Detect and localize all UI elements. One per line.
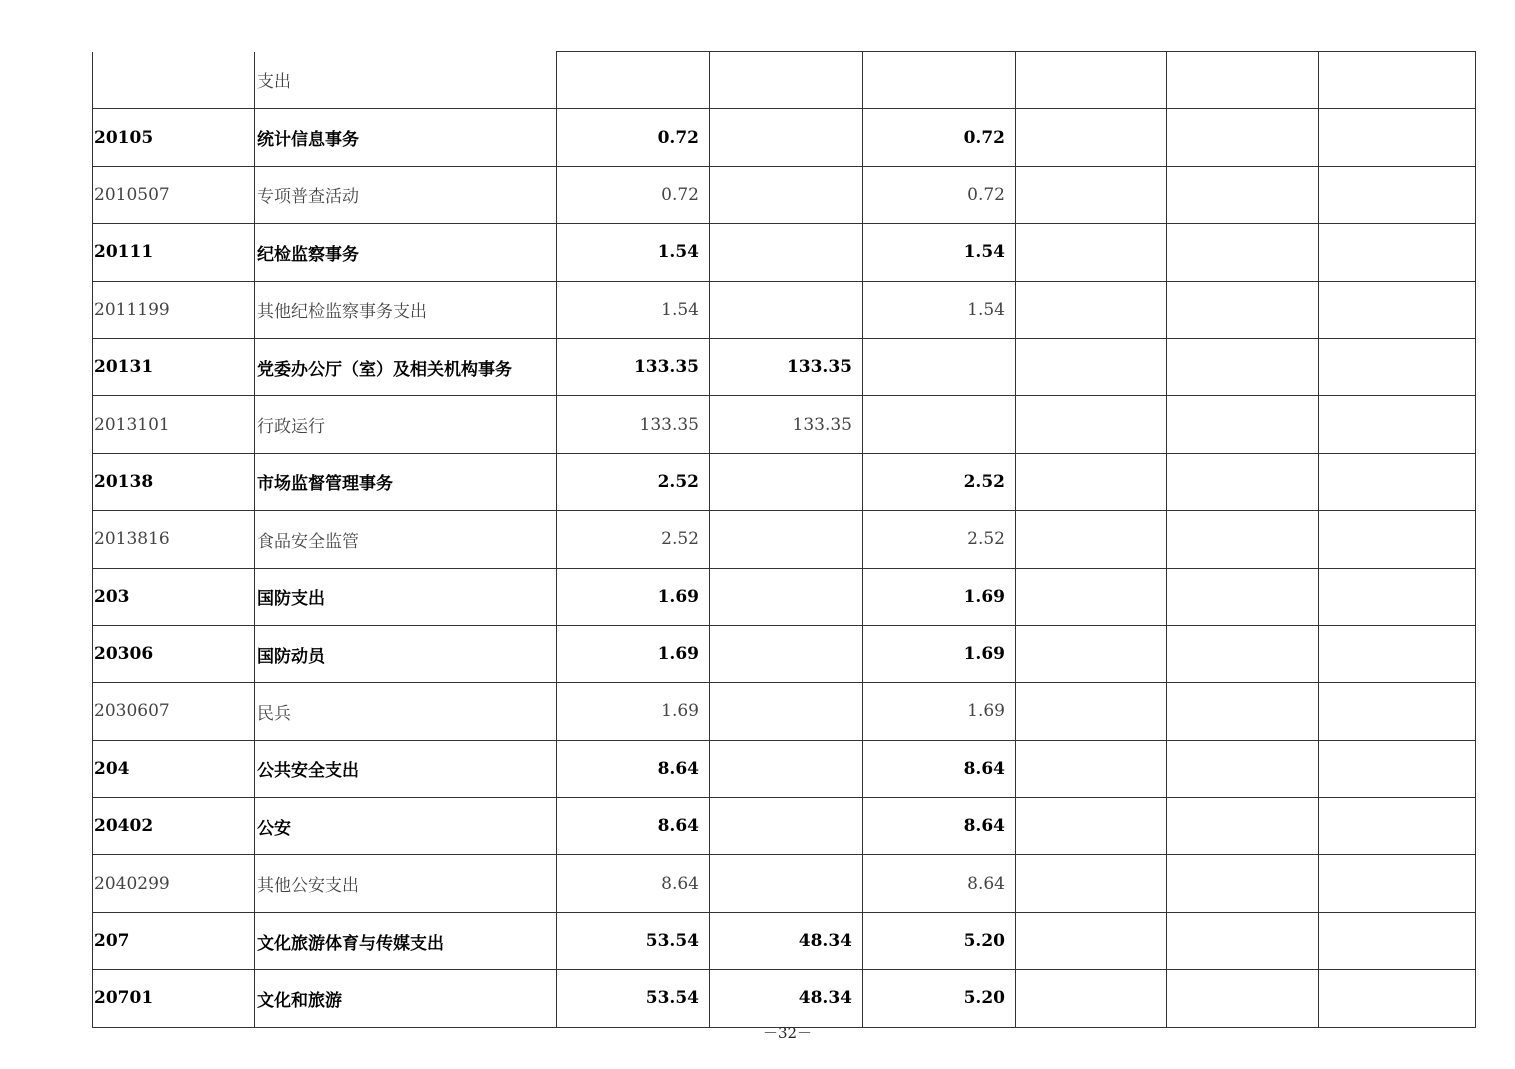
column-7-cell: [1167, 683, 1319, 740]
table-row: [93, 912, 1476, 969]
total-cell: 8.64: [557, 855, 710, 912]
table-row: [93, 511, 1476, 568]
name-cell: 文化和旅游: [255, 970, 557, 1027]
code-cell: 20306: [93, 625, 255, 682]
name-cell: 国防动员: [255, 625, 557, 682]
code-cell: 20138: [93, 453, 255, 510]
table-row: [93, 166, 1476, 223]
column-6-cell: [1016, 338, 1167, 395]
column-8-cell: [1319, 625, 1476, 682]
name-cell: 国防支出: [255, 568, 557, 625]
name-cell: 其他纪检监察事务支出: [255, 281, 557, 338]
column-8-cell: [1319, 52, 1476, 109]
total-cell: 133.35: [557, 396, 710, 453]
code-cell: 2013816: [93, 511, 255, 568]
column-7-cell: [1167, 912, 1319, 969]
basic-expenditure-cell: [710, 224, 863, 281]
column-6-cell: [1016, 281, 1167, 338]
code-cell: 2011199: [93, 281, 255, 338]
column-6-cell: [1016, 109, 1167, 166]
column-8-cell: [1319, 166, 1476, 223]
name-cell: 其他公安支出: [255, 855, 557, 912]
column-6-cell: [1016, 798, 1167, 855]
total-cell: 2.52: [557, 511, 710, 568]
column-8-cell: [1319, 855, 1476, 912]
project-expenditure-cell: 2.52: [863, 511, 1016, 568]
total-cell: 1.54: [557, 281, 710, 338]
name-cell: 公共安全支出: [255, 740, 557, 797]
column-8-cell: [1319, 109, 1476, 166]
column-7-cell: [1167, 52, 1319, 109]
column-8-cell: [1319, 683, 1476, 740]
column-7-cell: [1167, 396, 1319, 453]
column-8-cell: [1319, 396, 1476, 453]
column-8-cell: [1319, 740, 1476, 797]
column-8-cell: [1319, 281, 1476, 338]
basic-expenditure-cell: [710, 453, 863, 510]
project-expenditure-cell: 1.54: [863, 281, 1016, 338]
total-cell: 2.52: [557, 453, 710, 510]
column-7-cell: [1167, 453, 1319, 510]
column-6-cell: [1016, 683, 1167, 740]
code-cell: 20701: [93, 970, 255, 1027]
page-number: －32－: [762, 1024, 813, 1042]
name-cell: 食品安全监管: [255, 511, 557, 568]
column-6-cell: [1016, 453, 1167, 510]
column-6-cell: [1016, 855, 1167, 912]
project-expenditure-cell: 2.52: [863, 453, 1016, 510]
column-6-cell: [1016, 166, 1167, 223]
table-row: [93, 855, 1476, 912]
name-cell: 民兵: [255, 683, 557, 740]
column-8-cell: [1319, 453, 1476, 510]
basic-expenditure-cell: 133.35: [710, 338, 863, 395]
table-row: [93, 740, 1476, 797]
column-6-cell: [1016, 625, 1167, 682]
total-cell: 1.54: [557, 224, 710, 281]
table-body: [93, 52, 1476, 1028]
column-6-cell: [1016, 970, 1167, 1027]
basic-expenditure-cell: [710, 683, 863, 740]
project-expenditure-cell: 1.69: [863, 568, 1016, 625]
code-cell: 2010507: [93, 166, 255, 223]
total-cell: [557, 52, 710, 109]
column-7-cell: [1167, 855, 1319, 912]
project-expenditure-cell: 8.64: [863, 740, 1016, 797]
basic-expenditure-cell: [710, 166, 863, 223]
column-6-cell: [1016, 740, 1167, 797]
name-cell: 纪检监察事务: [255, 224, 557, 281]
name-cell: 专项普查活动: [255, 166, 557, 223]
table-row: [93, 281, 1476, 338]
column-8-cell: [1319, 568, 1476, 625]
basic-expenditure-cell: [710, 568, 863, 625]
column-7-cell: [1167, 625, 1319, 682]
column-8-cell: [1319, 912, 1476, 969]
column-8-cell: [1319, 798, 1476, 855]
column-7-cell: [1167, 338, 1319, 395]
name-cell: 党委办公厅（室）及相关机构事务: [255, 338, 557, 395]
basic-expenditure-cell: 48.34: [710, 912, 863, 969]
project-expenditure-cell: 8.64: [863, 798, 1016, 855]
project-expenditure-cell: 0.72: [863, 166, 1016, 223]
project-expenditure-cell: 1.69: [863, 683, 1016, 740]
total-cell: 1.69: [557, 568, 710, 625]
code-cell: 204: [93, 740, 255, 797]
project-expenditure-cell: [863, 52, 1016, 109]
name-cell: 公安: [255, 798, 557, 855]
column-7-cell: [1167, 970, 1319, 1027]
column-7-cell: [1167, 166, 1319, 223]
table-row: [93, 625, 1476, 682]
column-7-cell: [1167, 568, 1319, 625]
project-expenditure-cell: [863, 338, 1016, 395]
table-row: [93, 338, 1476, 395]
basic-expenditure-cell: [710, 109, 863, 166]
column-8-cell: [1319, 224, 1476, 281]
code-cell: 20105: [93, 109, 255, 166]
column-6-cell: [1016, 396, 1167, 453]
project-expenditure-cell: 5.20: [863, 912, 1016, 969]
basic-expenditure-cell: [710, 511, 863, 568]
column-8-cell: [1319, 338, 1476, 395]
total-cell: 1.69: [557, 683, 710, 740]
total-cell: 53.54: [557, 970, 710, 1027]
code-cell: [93, 52, 255, 109]
column-6-cell: [1016, 224, 1167, 281]
code-cell: 20131: [93, 338, 255, 395]
project-expenditure-cell: 1.69: [863, 625, 1016, 682]
column-7-cell: [1167, 224, 1319, 281]
table-row: [93, 798, 1476, 855]
table-row: [93, 453, 1476, 510]
basic-expenditure-cell: [710, 798, 863, 855]
table-row: [93, 52, 1476, 109]
project-expenditure-cell: 0.72: [863, 109, 1016, 166]
code-cell: 20111: [93, 224, 255, 281]
table-row: [93, 224, 1476, 281]
column-7-cell: [1167, 281, 1319, 338]
code-cell: 2013101: [93, 396, 255, 453]
table-row: [93, 568, 1476, 625]
code-cell: 207: [93, 912, 255, 969]
column-7-cell: [1167, 798, 1319, 855]
basic-expenditure-cell: [710, 625, 863, 682]
total-cell: 8.64: [557, 740, 710, 797]
column-6-cell: [1016, 52, 1167, 109]
basic-expenditure-cell: [710, 281, 863, 338]
total-cell: 0.72: [557, 109, 710, 166]
column-7-cell: [1167, 511, 1319, 568]
name-cell: 文化旅游体育与传媒支出: [255, 912, 557, 969]
code-cell: 2030607: [93, 683, 255, 740]
total-cell: 1.69: [557, 625, 710, 682]
basic-expenditure-cell: [710, 52, 863, 109]
code-cell: 203: [93, 568, 255, 625]
total-cell: 8.64: [557, 798, 710, 855]
column-6-cell: [1016, 511, 1167, 568]
total-cell: 0.72: [557, 166, 710, 223]
name-cell: 市场监督管理事务: [255, 453, 557, 510]
table-row: [93, 109, 1476, 166]
basic-expenditure-cell: 48.34: [710, 970, 863, 1027]
name-cell: 支出: [255, 52, 557, 109]
project-expenditure-cell: 8.64: [863, 855, 1016, 912]
column-6-cell: [1016, 568, 1167, 625]
column-6-cell: [1016, 912, 1167, 969]
name-cell: 行政运行: [255, 396, 557, 453]
basic-expenditure-cell: [710, 855, 863, 912]
column-7-cell: [1167, 109, 1319, 166]
code-cell: 20402: [93, 798, 255, 855]
project-expenditure-cell: 1.54: [863, 224, 1016, 281]
table-row: [93, 970, 1476, 1027]
total-cell: 53.54: [557, 912, 710, 969]
column-8-cell: [1319, 511, 1476, 568]
project-expenditure-cell: 5.20: [863, 970, 1016, 1027]
project-expenditure-cell: [863, 396, 1016, 453]
code-cell: 2040299: [93, 855, 255, 912]
table-row: [93, 683, 1476, 740]
column-7-cell: [1167, 740, 1319, 797]
table-row: [93, 396, 1476, 453]
basic-expenditure-cell: 133.35: [710, 396, 863, 453]
name-cell: 统计信息事务: [255, 109, 557, 166]
budget-table: [92, 51, 1476, 1028]
total-cell: 133.35: [557, 338, 710, 395]
column-8-cell: [1319, 970, 1476, 1027]
basic-expenditure-cell: [710, 740, 863, 797]
